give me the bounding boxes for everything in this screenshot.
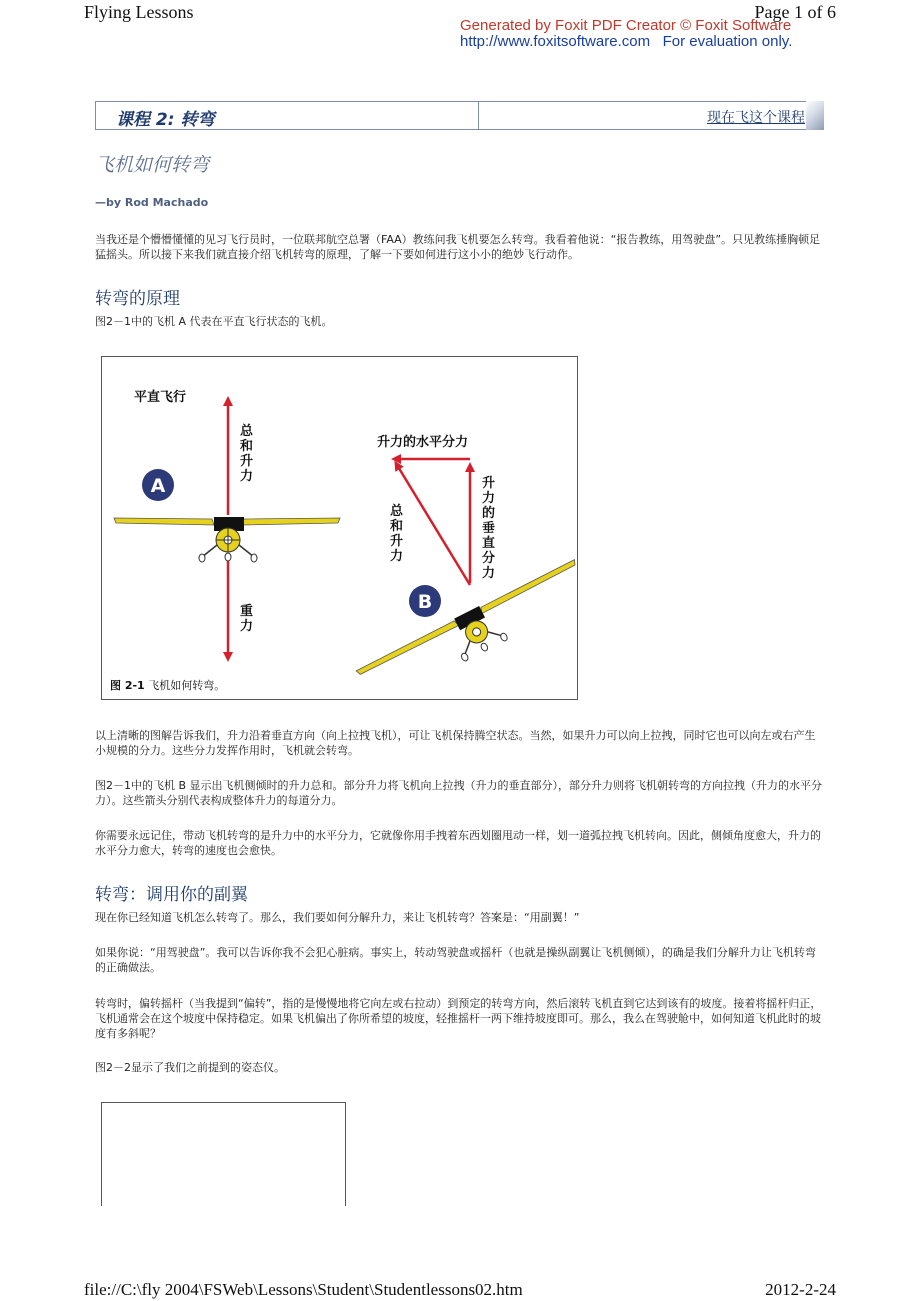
fly-lesson-link[interactable]: 现在飞这个课程 xyxy=(707,110,805,126)
paragraph-fig2-intro: 图2－2显示了我们之前提到的姿态仪。 xyxy=(95,1061,285,1074)
foxit-watermark-line1: Generated by Foxit PDF Creator © Foxit Software xyxy=(460,17,792,34)
paragraph-plane-b: 图2－1中的飞机 B 显示出飞机侧倾时的升力总和。部分升力将飞机向上拉拽（升力的垂直部分），部分升力则将飞机朝转弯的方向拉拽（升力的水平分力）。这些箭头分别代表构成整体升力的每道分力。 xyxy=(95,779,823,807)
marker-b-icon xyxy=(409,585,441,617)
label-total-lift-a: 总和升力 xyxy=(240,424,254,484)
arrow-total-lift-b xyxy=(397,465,470,585)
byline: —by Rod Machado xyxy=(95,196,209,209)
article-title: 飞机如何转弯 xyxy=(95,154,210,176)
paragraph-turn-procedure: 转弯时，偏转摇杆（当我提到“偏转”，指的是慢慢地将它向左或右拉动）到预定的转弯方向，然后滚转飞机直到它达到该有的坡度。接着将摇杆归正，飞机通常会在这个坡度中保持稳定。如果飞机偏出了你所希望的坡度，轻推摇杆一两下维持坡度即可。那么，我么在驾驶舱中，如何知道飞机此时的坡度有多斜呢？ xyxy=(95,997,822,1040)
print-date: 2012-2-24 xyxy=(765,1280,836,1299)
file-path: file://C:\fly 2004\FSWeb\Lessons\Student\Studentlessons02.htm xyxy=(84,1280,523,1299)
section-heading-principle: 转弯的原理 xyxy=(95,289,180,309)
figure-caption: 图 2-1 飞机如何转弯。 xyxy=(110,679,226,692)
lesson-bar xyxy=(95,101,824,130)
lesson-bar-divider xyxy=(478,102,479,129)
label-gravity: 重力 xyxy=(240,604,254,634)
section-heading-ailerons: 转弯：调用你的副翼 xyxy=(95,885,248,905)
paragraph-lift-explained: 以上清晰的图解告诉我们，升力沿着垂直方向（向上拉拽飞机），可让飞机保持腾空状态。当然，如果升力可以向上拉拽，同时它也可以向左或右产生小规模的分力。这些分力发挥作用时，飞机就会转弯。 xyxy=(95,729,816,757)
airplane-a-icon xyxy=(114,517,340,562)
label-horizontal-component: 升力的水平分力 xyxy=(377,435,469,450)
label-total-lift-b: 总和升力 xyxy=(390,504,404,564)
paragraph-ailerons-intro: 现在你已经知道飞机怎么转弯了。那么，我们要如何分解升力，来让飞机转弯？答案是：“用副翼！” xyxy=(95,911,580,924)
page-curl-icon xyxy=(806,101,824,130)
lesson-title: 课程 2: 转弯 xyxy=(116,110,215,130)
svg-text:A: A xyxy=(150,475,166,497)
svg-text:B: B xyxy=(417,591,433,613)
paragraph-fig-intro: 图2－1中的飞机 A 代表在平直飞行状态的飞机。 xyxy=(95,315,333,328)
marker-a-icon xyxy=(142,469,174,501)
paragraph-yoke: 如果你说：“用驾驶盘”。我可以告诉你我不会犯心脏病。事实上，转动驾驶盘或摇杆（也就是操纵副翼让飞机侧倾），的确是我们分解升力让飞机转弯的正确做法。 xyxy=(95,946,816,974)
figure-2-2-frame xyxy=(101,1102,346,1206)
label-straight-level: 平直飞行 xyxy=(134,390,187,405)
label-vertical-component: 升力的垂直分力 xyxy=(482,476,496,581)
paragraph-horizontal-component: 你需要永远记住，带动飞机转弯的是升力中的水平分力，它就像你用手拽着东西划圈甩动一样，划一道弧拉拽飞机转向。因此，侧倾角度愈大，升力的水平分力愈大，转弯的速度也会愈快。 xyxy=(95,829,821,857)
figure-2-1 xyxy=(101,356,578,700)
foxit-watermark-line2: http://www.foxitsoftware.com For evaluation only. xyxy=(460,33,793,50)
page-number: Page 1 of 6 xyxy=(754,2,836,22)
turn-forces-diagram xyxy=(102,357,577,699)
intro-paragraph: 当我还是个懵懵懂懂的见习飞行员时，一位联邦航空总署（FAA）教练问我飞机要怎么转弯。我看着他说：“报告教练，用驾驶盘”。只见教练捶胸顿足猛摇头。所以接下来我们就直接介绍飞机转弯的原理，了解一下要如何进行这小小的绝妙飞行动作。 xyxy=(95,233,821,261)
document-title: Flying Lessons xyxy=(84,2,194,22)
